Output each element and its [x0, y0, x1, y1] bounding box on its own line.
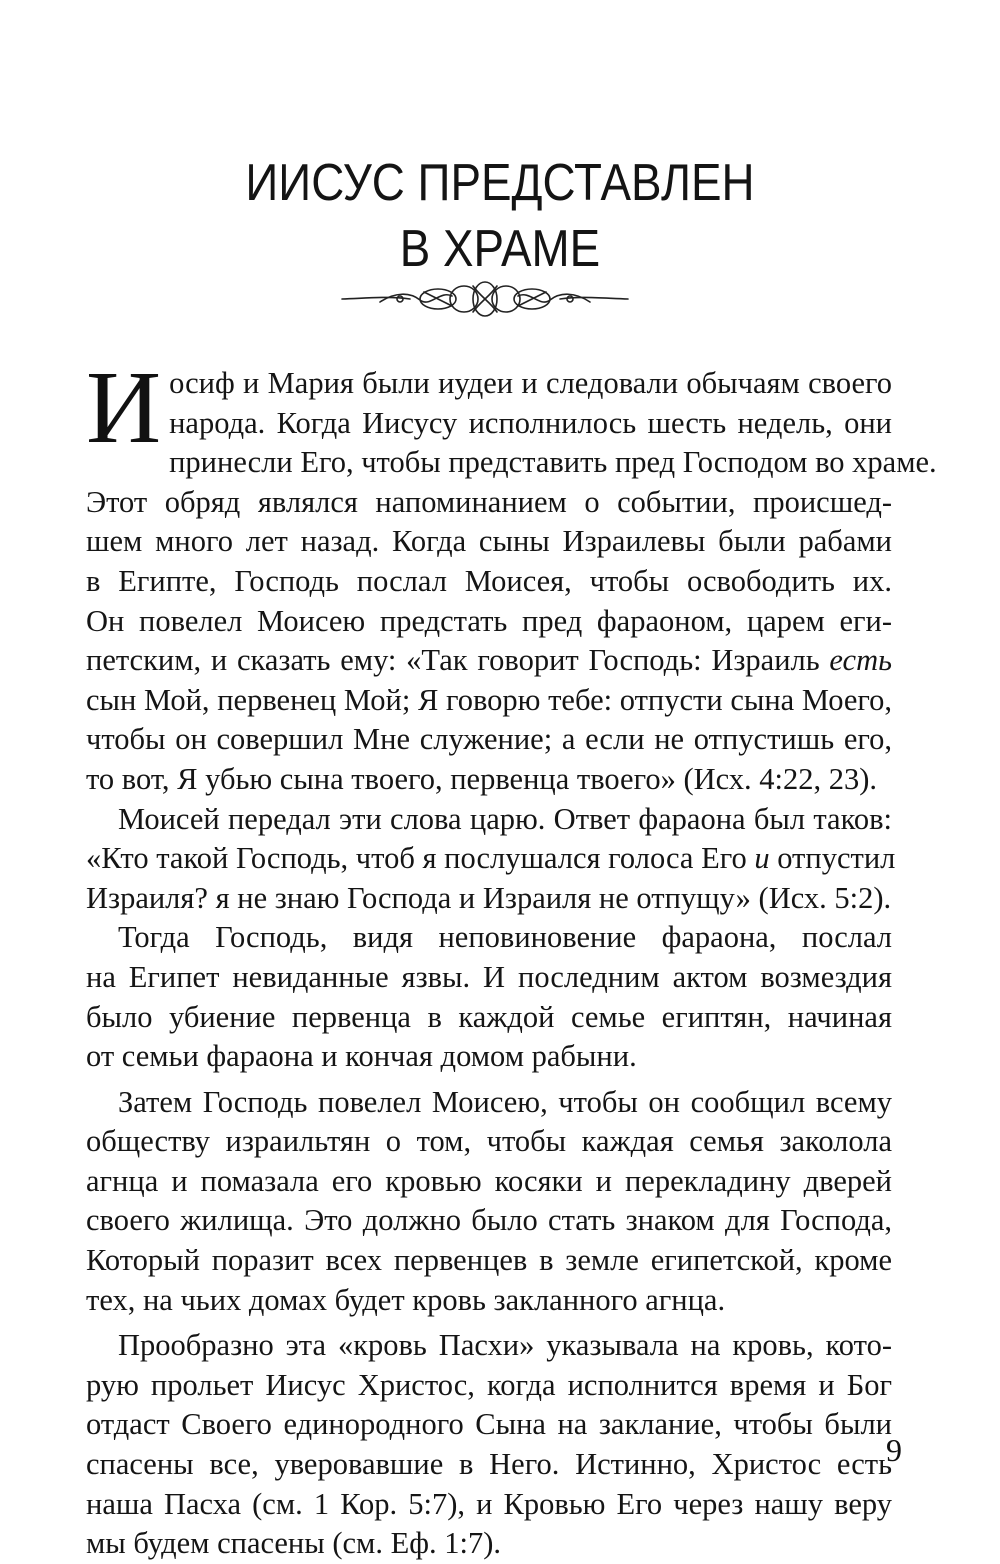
text-line: народа. Когда Иисусу исполнилось шесть недель, они	[169, 405, 892, 440]
text-line: тех, на чьих домах будет кровь закланного агнца.	[86, 1282, 726, 1317]
text-line: Моисей передал эти слова царю. Ответ фараона был таков:	[118, 801, 892, 836]
text-line	[86, 839, 896, 879]
drop-cap: И	[86, 350, 162, 465]
paragraph-5	[86, 1326, 892, 1564]
text-fragment: «Кто такой Господь, чтоб я послушался голоса Его	[86, 841, 755, 876]
text-line: наша Пасха (см. 1 Кор. 5:7), и Кровью Его через нашу веру	[86, 1486, 892, 1521]
text-line: агнца и помазала его кровью косяки и перекладину дверей	[86, 1163, 892, 1198]
text-line: то вот, Я убью сына твоего, первенца твоего» (Исх. 4:22, 23).	[86, 761, 878, 796]
text-line: сын Мой, первенец Мой; Я говорю тебе: отпусти сына Моего,	[86, 682, 892, 717]
text-line: в Египте, Господь послал Моисея, чтобы освободить их.	[86, 563, 892, 598]
text-line: Прообразно эта «кровь Пасхи» указывала на кровь, кото-	[118, 1328, 892, 1363]
text-line: осиф и Мария были иудеи и следовали обычаям своего	[169, 366, 892, 400]
text-line: от семьи фараона и кончая домом рабыни.	[86, 1039, 637, 1074]
chapter-title-line-1: ИИСУС ПРЕДСТАВЛЕН	[245, 154, 755, 212]
italic-word: есть	[829, 643, 892, 678]
text-line: Затем Господь повелел Моисею, чтобы он сообщил всему	[118, 1084, 892, 1119]
text-fragment: петским, и сказать ему: «Так говорит Господь: Израиль	[86, 643, 830, 678]
text-line: спасены все, уверовавшие в Него. Истинно, Христос есть	[86, 1447, 892, 1482]
text-line: отдаст Своего единородного Сына на заклание, чтобы были	[86, 1407, 892, 1442]
paragraph-1	[86, 350, 937, 800]
italic-word: и	[754, 841, 770, 876]
text-line: своего жилища. Это должно было стать знаком для Господа,	[86, 1203, 892, 1238]
text-line: рую прольет Иисус Христос, когда исполнится время и Бог	[86, 1367, 892, 1402]
text-line: Он повелел Моисею предстать пред фараоном, царем еги-	[86, 603, 892, 638]
text-line: обществу израильтян о том, чтобы каждая семья заколола	[86, 1124, 892, 1159]
ornamental-divider-icon	[340, 278, 630, 320]
text-fragment: отпустил	[769, 841, 896, 876]
text-line: чтобы он совершил Мне служение; а если не отпустишь его,	[86, 722, 892, 757]
chapter-title-line-2: В ХРАМЕ	[399, 220, 601, 278]
page-number: 9	[886, 1432, 902, 1468]
paragraph-3	[86, 918, 892, 1076]
text-line: Израиля? я не знаю Господа и Израиля не отпущу» (Исх. 5:2).	[86, 880, 892, 915]
text-line: на Египет невиданные язвы. И последним актом возмездия	[86, 959, 892, 994]
paragraph-4	[86, 1083, 892, 1321]
body-text	[86, 350, 937, 1564]
text-line: Который поразит всех первенцев в земле египетской, кроме	[86, 1243, 892, 1278]
text-line: Тогда Господь, видя неповиновение фараона, послал	[118, 920, 892, 955]
chapter-title	[0, 150, 1000, 282]
text-line	[86, 641, 892, 681]
paragraph-2	[86, 800, 896, 919]
text-line: было убиение первенца в каждой семье египтян, начиная	[86, 999, 892, 1034]
text-line: шем много лет назад. Когда сыны Израилевы были рабами	[86, 524, 892, 559]
text-line: мы будем спасены (см. Еф. 1:7).	[86, 1526, 502, 1561]
text-line: принесли Его, чтобы представить пред Господом во храме.	[169, 445, 937, 480]
text-line: Этот обряд являлся напоминанием о событии, происшед-	[86, 484, 892, 519]
